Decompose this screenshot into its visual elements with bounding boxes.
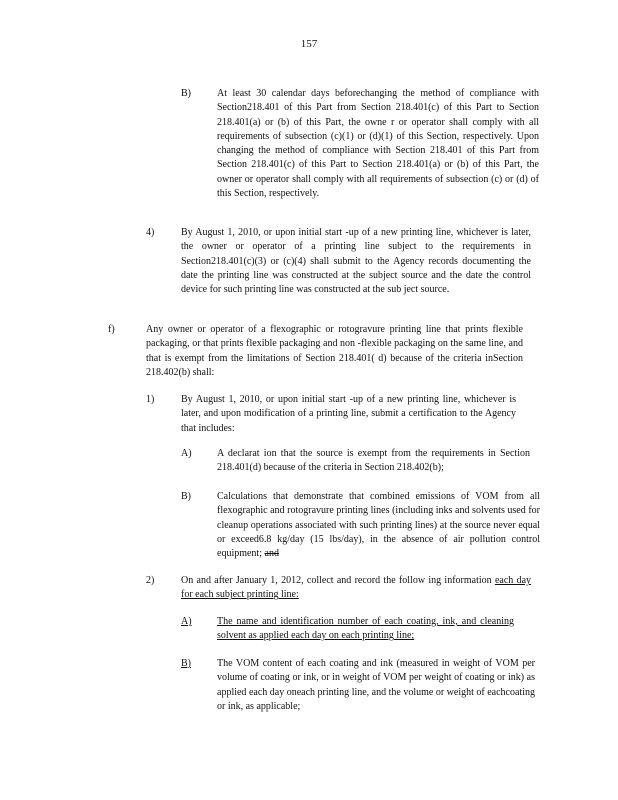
- item-label: B): [181, 491, 191, 502]
- item-text-main: Calculations that demonstrate that combined emissions of VOM from all flexographic and rotogravure printing lines (including inks and solvents used for cleanup operations associated with such printing lines) at the source never equal or exceed6.8 kg/day (15 lbs/day), in the absence of air pollution control equipment;: [217, 491, 540, 560]
- item-label: A): [181, 448, 192, 459]
- struck-text: and: [264, 548, 279, 560]
- item-text: The name and identification number of each coating, ink, and cleaning solvent as applied each day on each printing line;: [217, 616, 514, 642]
- item-text: [217, 490, 540, 561]
- item-text: [181, 574, 531, 603]
- item-text: A declarat ion that the source is exempt from the requirements in Section 218.401(d) because of the criteria in Section 218.402(b);: [217, 448, 530, 474]
- item-text-main: On and after January 1, 2012, collect and record the follow ing information: [181, 575, 492, 586]
- page-number: 157: [300, 38, 318, 50]
- item-label: B): [181, 658, 191, 669]
- item-label: 4): [146, 227, 155, 238]
- item-label: A): [181, 616, 192, 627]
- item-label: B): [181, 88, 191, 99]
- item-text: At least 30 calendar days beforechanging the method of compliance with Section218.401 of this Part from Section 218.401(c) of this Part to Section 218.401(a) or (b) of this Part, the owne r or operator shall comply with all requirements of subsection (c)(1) or (d)(1) of this Section, respectively. Upon changing the method of compliance with Section 218.401 of this Part from Section 218.401(c) of this Part to Section 218.401(a) or (b) of this Part, the owner or operator shall comply with all requirements of subsection (c) or (d) of this Section, respectively.: [217, 88, 539, 200]
- item-label: 1): [146, 394, 155, 405]
- item-text: Any owner or operator of a flexographic or rotogravure printing line that prints flexible packaging, or that prints flexible packaging and non -flexible packaging on the same line, and that is exempt from the limitations of Section 218.401( d) because of the criteria inSection 218.402(b) shall:: [146, 324, 523, 378]
- underlined-text: each day for each subject printing line:: [181, 575, 532, 601]
- item-label: f): [108, 324, 115, 335]
- item-text: The VOM content of each coating and ink (measured in weight of VOM per volume of coating or ink, or in weight of VOM per weight of coating or ink) as applied each day oneach printing line, and the volume or weight of eachcoating or ink, as applicable;: [217, 658, 535, 712]
- item-text: By August 1, 2010, or upon initial start -up of a new printing line, whichever is later, and upon modification of a printing line, submit a certification to the Agency that includes:: [181, 394, 516, 434]
- item-text: By August 1, 2010, or upon initial start -up of a new printing line, whichever is later, the owner or operator of a printing line subject to the requirements in Section218.401(c)(3) or (c)(4) shall submit to the Agency records documenting the date the printing line was constructed at the subject source and the date the control device for such printing line was constructed at the sub ject source.: [181, 227, 531, 296]
- item-label: 2): [146, 575, 155, 586]
